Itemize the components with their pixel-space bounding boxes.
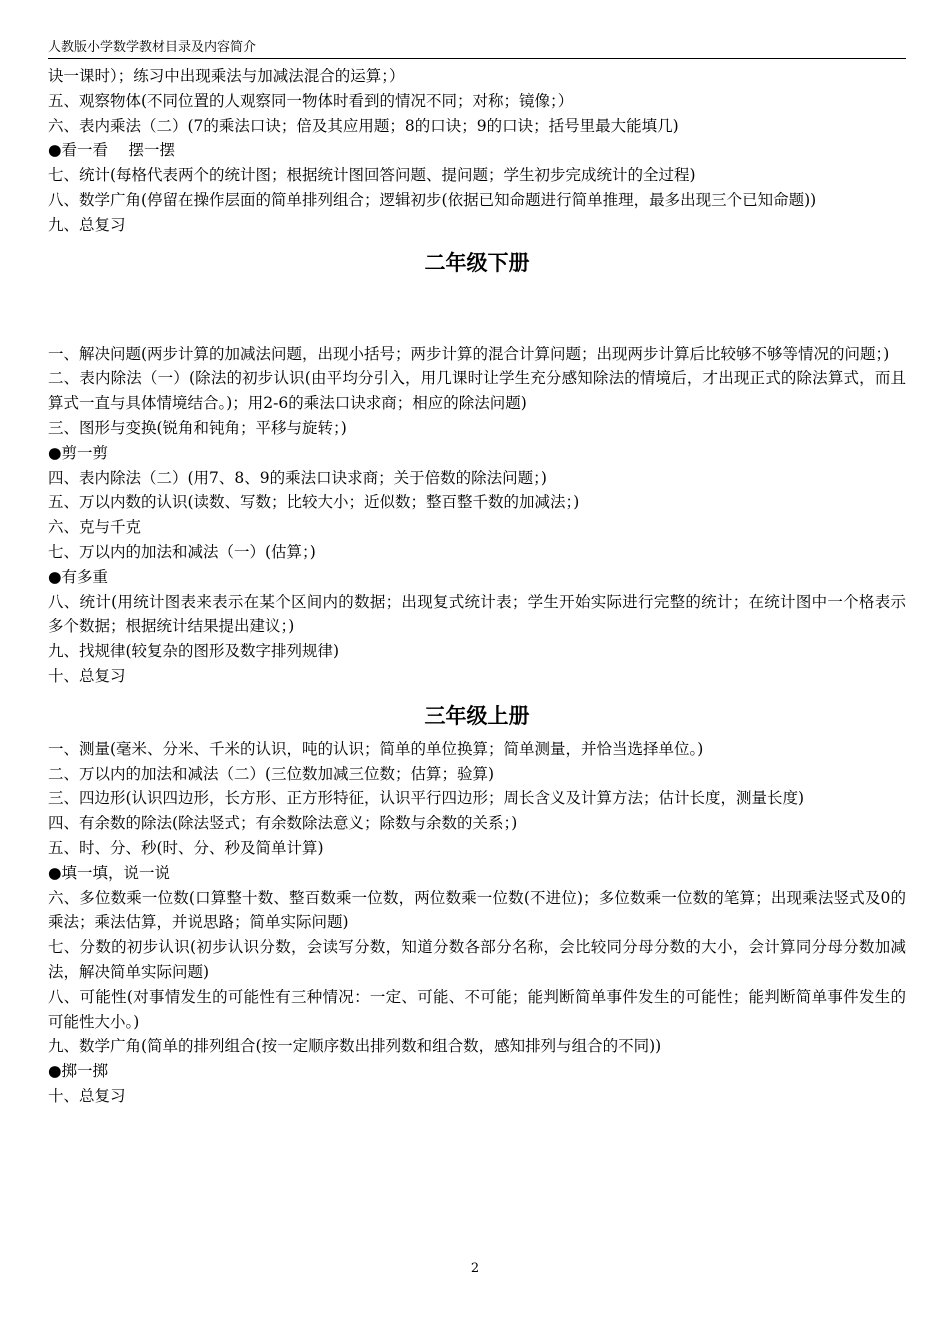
text-line: 二、万以内的加法和减法（二）(三位数加减三位数；估算；验算)	[48, 764, 495, 783]
text-line: 八、可能性(对事情发生的可能性有三种情况：一定、可能、不可能；能判断简单事件发生的可能性；能判断简单事件发生的可能性大小。)	[48, 987, 906, 1031]
text-line: ●掷一掷	[48, 1062, 109, 1081]
document-body	[48, 64, 906, 1109]
text-line: 七、万以内的加法和减法（一）(估算；)	[48, 542, 316, 561]
text-line: 五、时、分、秒(时、分、秒及简单计算)	[48, 838, 324, 857]
text-line: 九、数学广角(简单的排列组合(按一定顺序数出排列数和组合数，感知排列与组合的不同))	[48, 1037, 662, 1056]
text-line: 七、分数的初步认识(初步认识分数，会读写分数，知道分数各部分名称，会比较同分母分数的大小，会计算同分母分数加减法，解决简单实际问题)	[48, 938, 906, 981]
section-title-grade3-up: 三年级上册	[424, 703, 530, 728]
section-title-grade2-down: 二年级下册	[424, 250, 530, 275]
text-line: ●剪一剪	[48, 443, 109, 462]
text-line: 七、统计(每格代表两个的统计图；根据统计图回答问题、提问题；学生初步完成统计的全过程)	[48, 166, 696, 185]
text-line: 六、多位数乘一位数(口算整十数、整百数乘一位数，两位数乘一位数(不进位)；多位数乘一位数的笔算；出现乘法竖式及0的乘法；乘法估算，并说思路；简单实际问题)	[48, 888, 906, 932]
text-line: 三、图形与变换(锐角和钝角；平移与旋转；)	[48, 418, 347, 437]
text-line: ●填一填，说一说	[48, 863, 171, 882]
text-line: 四、有余数的除法(除法竖式；有余数除法意义；除数与余数的关系；)	[48, 814, 518, 833]
text-line: 六、克与千克	[48, 518, 142, 537]
text-line: 九、总复习	[48, 215, 126, 234]
text-line: 三、四边形(认识四边形，长方形、正方形特征，认识平行四边形；周长含义及计算方法；估计长度，测量长度)	[48, 789, 805, 808]
text-line: 九、找规律(较复杂的图形及数字排列规律)	[48, 642, 340, 661]
text-line: 五、观察物体(不同位置的人观察同一物体时看到的情况不同；对称；镜像；）	[48, 91, 574, 110]
text-line: 一、测量(毫米、分米、千米的认识，吨的认识；简单的单位换算；简单测量，并恰当选择单位。)	[48, 739, 704, 758]
text-line: 六、表内乘法（二）(7的乘法口诀；倍及其应用题；8的口诀；9的口诀；括号里最大能填几)	[48, 116, 679, 135]
page-number: 2	[470, 1261, 480, 1276]
text-line: ●有多重	[48, 567, 109, 586]
text-line: 五、万以内数的认识(读数、写数；比较大小；近似数；整百整千数的加减法；)	[48, 493, 580, 512]
text-line: 十、总复习	[48, 666, 126, 685]
text-line: 诀一课时）；练习中出现乘法与加减法混合的运算；）	[48, 67, 405, 85]
page-header	[48, 38, 906, 59]
text-line: 八、统计(用统计图表来表示在某个区间内的数据；出现复式统计表；学生开始实际进行完整的统计；在统计图中一个格表示多个数据；根据统计结果提出建议；)	[48, 592, 906, 636]
text-line: 一、解决问题(两步计算的加减法问题，出现小括号；两步计算的混合计算问题；出现两步计算后比较够不够等情况的问题；)	[48, 344, 890, 363]
header-title: 人教版小学数学教材目录及内容简介	[48, 40, 257, 55]
text-line: 四、表内除法（二）(用7、8、9的乘法口诀求商；关于倍数的除法问题；)	[48, 468, 547, 487]
text-line: ●看一看 摆一摆	[48, 141, 175, 160]
text-line: 二、表内除法（一）(除法的初步认识(由平均分引入，用几课时让学生充分感知除法的情境后，才出现正式的除法算式，而且算式一直与具体情境结合。)；用2-6的乘法口诀求商；相应的除法问题)	[48, 369, 906, 413]
text-line: 八、数学广角(停留在操作层面的简单排列组合；逻辑初步(依据已知命题进行简单推理，最多出现三个已知命题))	[48, 190, 817, 209]
text-line: 十、总复习	[48, 1086, 126, 1105]
